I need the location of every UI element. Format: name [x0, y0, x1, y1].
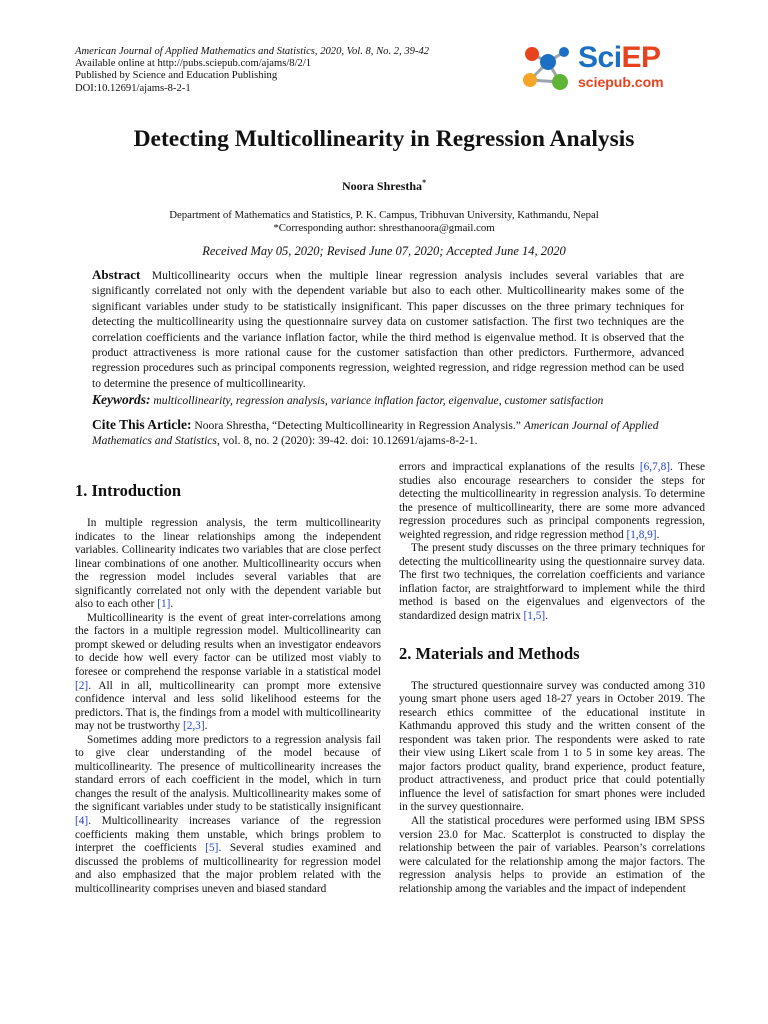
- citation-link[interactable]: [4]: [75, 815, 89, 828]
- cite-label: Cite This Article:: [92, 417, 192, 432]
- available-online-line: Available online at http://pubs.sciepub.com/ajams/8/2/1: [75, 58, 312, 70]
- cite-pre: Noora Shrestha, “Detecting Multicollinearity in Regression Analysis.”: [194, 419, 521, 432]
- citation-link[interactable]: [6,7,8]: [639, 461, 671, 473]
- cite-this-article: [92, 417, 684, 449]
- journal-header: [75, 46, 429, 95]
- corresponding-author: *Corresponding author: shresthanoora@gmail.com: [273, 222, 495, 234]
- right-column: [399, 461, 705, 896]
- intro-paragraph-3-continued: errors and impractical explanations of the results [6,7,8]. These studies also encourage researchers to consider the steps for detecting the multicollinearity in regression analysis. To determine the presence of multicollinearity, there are some more advanced regression procedures such as principal components regression, weighted regression, and ridge regression method [1,8,9].: [399, 461, 705, 541]
- citation-link[interactable]: [1,8,9]: [626, 528, 657, 541]
- department: Department of Mathematics and Statistics, P. K. Campus, Tribhuvan University, Kathmandu, Nepal: [169, 209, 599, 221]
- citation-link[interactable]: [1,5]: [523, 610, 546, 623]
- abstract: [92, 267, 684, 391]
- left-column: [75, 461, 381, 896]
- author-name: Noora Shrestha: [341, 179, 423, 193]
- section-heading-methods: 2. Materials and Methods: [399, 643, 580, 663]
- keywords-label: Keywords:: [92, 392, 151, 407]
- abstract-label: Abstract: [92, 267, 141, 282]
- network-logo-icon: [518, 42, 574, 96]
- keywords: [92, 392, 684, 408]
- affiliation: [0, 209, 768, 235]
- cite-post: , vol. 8, no. 2 (2020): 39-42. doi: 10.12691/ajams-8-2-1.: [216, 434, 478, 448]
- intro-paragraph-1: In multiple regression analysis, the term multicollinearity indicates to the linear relationships among the independent variables. Collinearity indicates two variables that are close perfect linear combinations of one another. Multicollinearity occurs when the regression model includes several variables that are significantly correlated not only with the dependent variable but also to each other [1].: [75, 517, 381, 611]
- corresponding-mark: *: [422, 178, 427, 187]
- cite-journal: American Journal of Applied Mathematics and Statistics: [92, 419, 659, 448]
- logo-url: sciepub.com: [578, 74, 664, 90]
- paper-title: Detecting Multicollinearity in Regression Analysis: [133, 126, 635, 152]
- author-line: [0, 178, 768, 194]
- publication-dates: Received May 05, 2020; Revised June 07, 2020; Accepted June 14, 2020: [202, 244, 566, 258]
- citation-link[interactable]: [5]: [205, 842, 219, 855]
- intro-paragraph-3: Sometimes adding more predictors to a regression analysis fail to give clear understanding of the model because of multicollinearity. The presence of multicollinearity increases the standard errors of each coefficient in the model, which in turn changes the result of the analysis. Multicollinearity makes some of the significant variables under study to be statistically insignificant [4]. Multicollinearity increases variance of the regression coefficients making them unstable, which brings problem to interpret the coefficients [5]. Several studies examined and discussed the problems of multicollinearity for regression model and also emphasized that the major problem related with the multicollinearity comprises uneven and biased standard: [75, 733, 382, 895]
- intro-paragraph-2: Multicollinearity is the event of great inter-correlations among the factors in a multiple regression model. Multicollinearity can prompt skewed or deluding results when an investigator endeavors to decide how well every factor can be utilized most viably to foresee or comprehend the response variable in a statistical model [2]. All in all, multicollinearity can prompt more extensive confidence interval and less solid likelihood esteems for the predictors. That is, the findings from a model with multicollinearity may not be trustworthy [2,3].: [75, 611, 381, 733]
- publisher-line: Published by Science and Education Publishing: [75, 70, 278, 82]
- intro-paragraph-4: The present study discusses on the three primary techniques for detecting the multicollinearity using the questionnaire survey data. The first two techniques, the correlation coefficients and variance inflation factor, are straightforward to implement while the third method is based on the eigenvalues and eigenvectors of the standardized design matrix [1,5].: [399, 542, 705, 623]
- logo-wordmark: SciEP: [578, 41, 661, 74]
- methods-paragraph-2: All the statistical procedures were performed using IBM SPSS version 23.0 for Mac. Scatterplot is constructed to display the relationship between the pair of variables. Pearson’s correlations were calculated for the relationship among the major factors. The regression analysis helps to provide an estimation of the relationship among the variables and the impact of independent: [399, 815, 705, 895]
- abstract-text: Multicollinearity occurs when the multiple linear regression analysis includes several variables that are significantly correlated not only with the dependent variable but also to each other. Multicollinearity makes some of the significant variables under study to be statistically insignificant. This paper discusses on the three primary techniques for detecting the multicollinearity using the questionnaire survey data on customer satisfaction. The first two techniques are the correlation coefficients and the variance inflation factor, while the third method is eigenvalue method. It is observed that the product attractiveness is more rational cause for the customer satisfaction than other predictors. Furthermore, advanced regression procedures such as principal components regression, weighted regression, and ridge regression method can be used to determine the presence of multicollinearity.: [92, 269, 684, 390]
- journal-citation-line: American Journal of Applied Mathematics and Statistics, 2020, Vol. 8, No. 2, 39-42: [75, 46, 430, 57]
- methods-paragraph-1: The structured questionnaire survey was conducted among 310 young smart phone users aged 18-27 years in October 2019. The research ethics committee of the educational institute in Kathmandu approved this study and the written consent of the respondent was taken prior. The respondents were asked to rate their view using Likert scale from 1 to 5 in some key areas. The major factors product quality, brand experience, product feature, product attractiveness, and product price that could potentially influence the level of satisfaction for smart phones were included in the survey questionnaire.: [399, 679, 705, 814]
- keywords-text: multicollinearity, regression analysis, variance inflation factor, eigenvalue, customer satisfaction: [153, 394, 604, 407]
- citation-link[interactable]: [2]: [75, 679, 89, 692]
- section-heading-introduction: 1. Introduction: [75, 481, 182, 500]
- doi-line: DOI:10.12691/ajams-8-2-1: [75, 82, 191, 94]
- citation-link[interactable]: [1]: [157, 598, 171, 611]
- sciep-logo[interactable]: [518, 42, 698, 98]
- citation-link[interactable]: [2,3]: [182, 720, 205, 733]
